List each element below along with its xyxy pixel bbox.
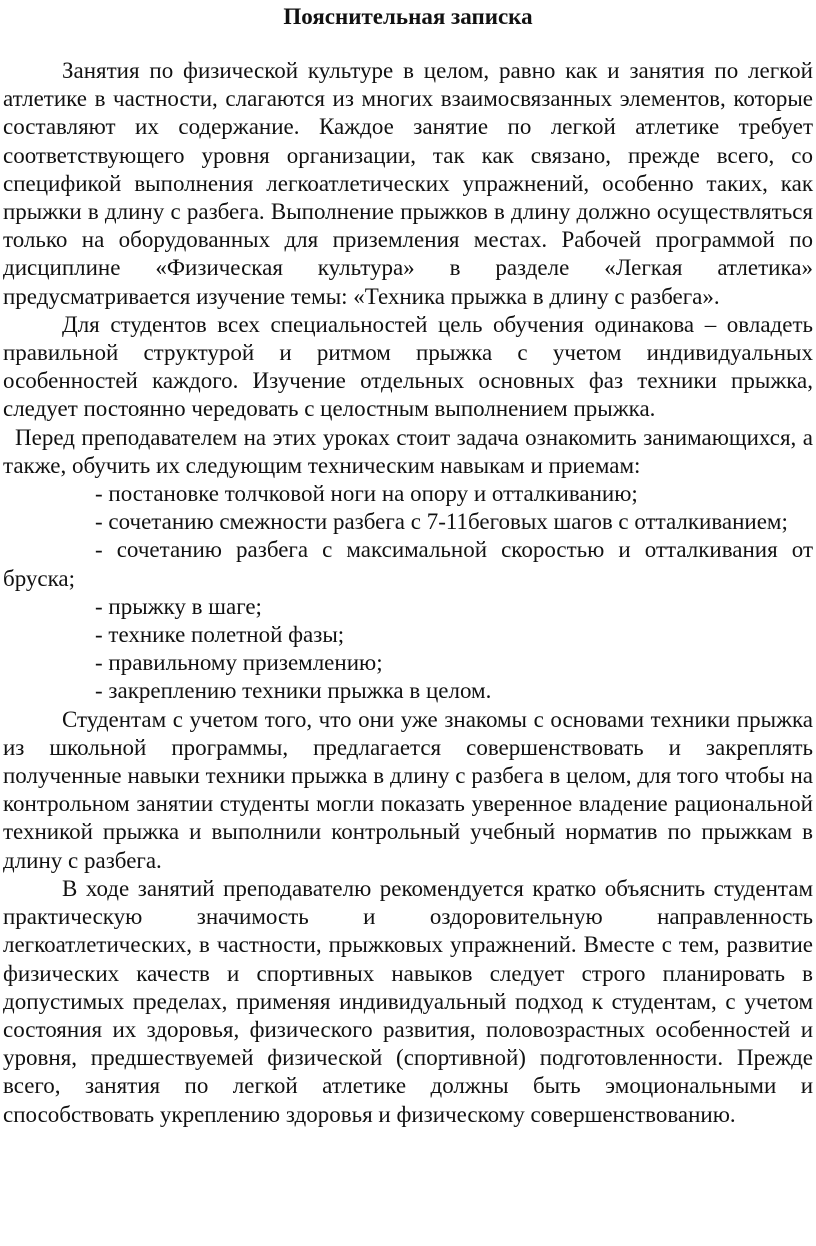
- paragraph-goal: Для студентов всех специальностей цель обучения одинакова – овладеть правильной структурой и ритмом прыжка с учетом индивидуальных особенностей каждого. Изучение отдельных основных фаз техники прыжка, следует постоянно чередовать с целостным выполнением прыжка.: [3, 311, 813, 422]
- document-title: Пояснительная записка: [283, 4, 533, 29]
- paragraph-students: Студентам с учетом того, что они уже знакомы с основами техники прыжка из школьной программы, предлагается совершенствовать и закреплять полученные навыки техники прыжка в длину с разбега в целом, для того чтобы на контрольном занятии студенты могли показать уверенное владение рациональной техникой прыжка и выполнили контрольный учебный норматив по прыжкам в длину с разбега.: [3, 706, 813, 873]
- list-item: - сочетанию смежности разбега с 7-11беговых шагов с отталкиванием;: [95, 509, 788, 535]
- list-item: - закреплению техники прыжка в целом.: [95, 678, 492, 704]
- paragraph-task: Перед преподавателем на этих уроках стоит задача ознакомить занимающихся, а также, обучить их следующим техническим навыкам и приемам:: [3, 424, 813, 478]
- paragraph-intro: Занятия по физической культуре в целом, равно как и занятия по легкой атлетике в частности, слагаются из многих взаимосвязанных элементов, которые составляют их содержание. Каждое занятие по легкой атлетике требует соответствующего уровня организации, так как связано, прежде всего, со спецификой выполнения легкоатлетических упражнений, особенно таких, как прыжки в длину с разбега. Выполнение прыжков в длину должно осуществляться только на оборудованных для приземления местах. Рабочей программой по дисциплине «Физическая культура» в разделе «Легкая атлетика» предусматривается изучение темы: «Техника прыжка в длину с разбега».: [3, 58, 813, 309]
- list-item: - технике полетной фазы;: [95, 622, 345, 648]
- list-item: - прыжку в шаге;: [95, 593, 262, 619]
- list-item: - сочетанию разбега с максимальной скоростью и отталкивания от бруска;: [3, 537, 813, 591]
- list-item: - правильному приземлению;: [95, 650, 383, 676]
- list-item: - постановке толчковой ноги на опору и отталкиванию;: [95, 481, 638, 507]
- paragraph-recommendations: В ходе занятий преподавателю рекомендуется кратко объяснить студентам практическую значимость и оздоровительную направленность легкоатлетических, в частности, прыжковых упражнений. Вместе с тем, развитие физических качеств и спортивных навыков следует строго планировать в допустимых пределах, применяя индивидуальный подход к студентам, с учетом состояния их здоровья, физического развития, половозрастных особенностей и уровня, предшествуемей физической (спортивной) подготовленности. Прежде всего, занятия по легкой атлетике должны быть эмоциональными и способствовать укреплению здоровья и физическому совершенствованию.: [3, 875, 813, 1127]
